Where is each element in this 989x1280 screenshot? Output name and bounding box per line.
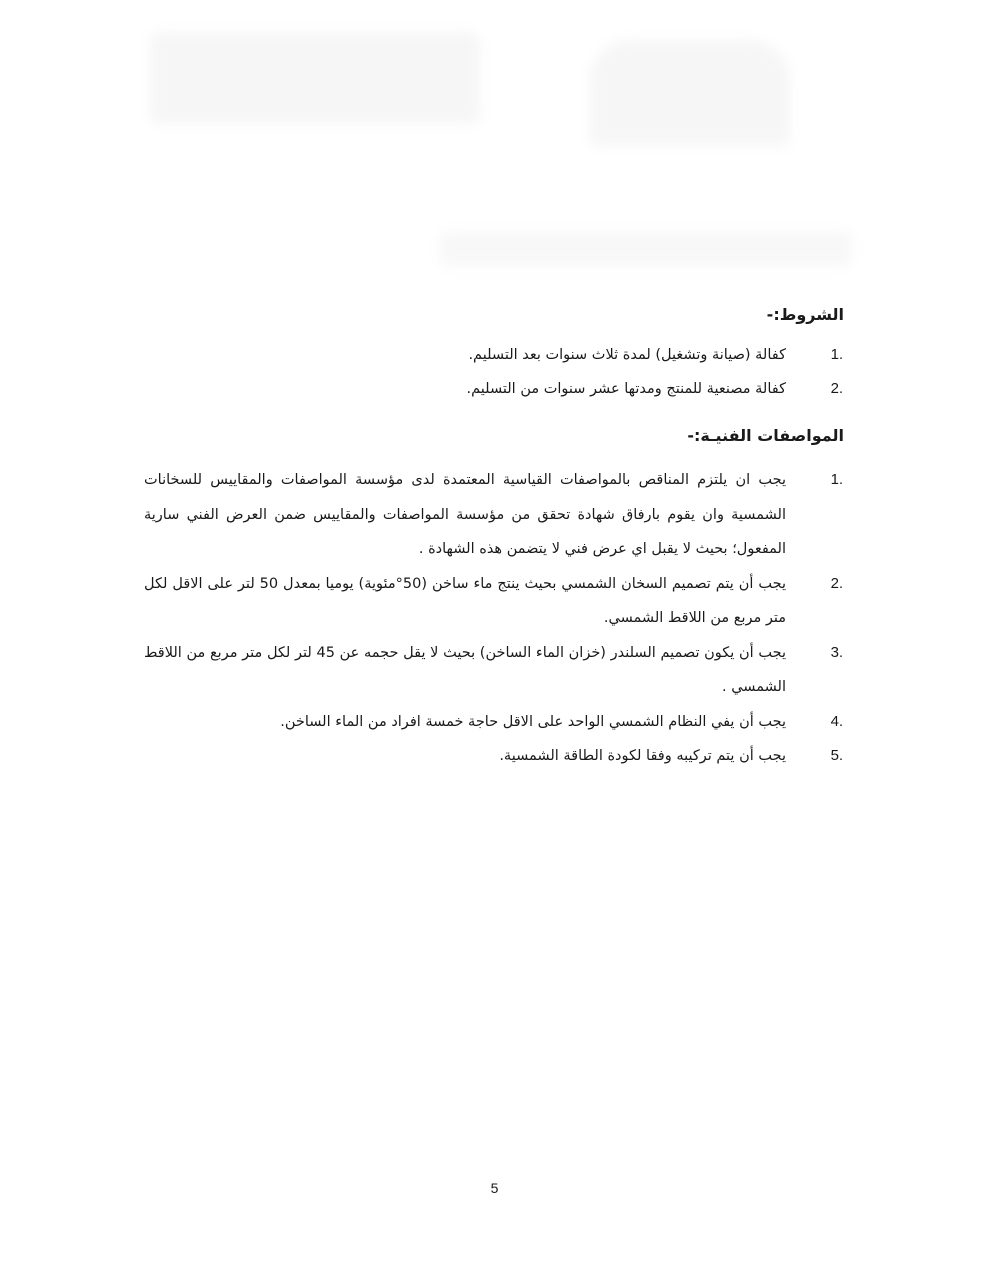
- conditions-list: [284, 345, 844, 413]
- conditions-title: الشروط:-: [766, 305, 844, 324]
- list-item: [144, 739, 844, 774]
- page-number: 5: [490, 1180, 499, 1196]
- specs-title: المواصفات الفنيـة:-: [687, 426, 844, 445]
- list-item-text: يجب أن يتم تركيبه وفقا لكودة الطاقة الشمسية.: [499, 748, 786, 764]
- list-item: [284, 345, 844, 365]
- list-item: [144, 705, 844, 740]
- list-item: [144, 567, 844, 636]
- specs-list: [144, 463, 844, 774]
- list-item-text: يجب ان يلتزم المناقص بالمواصفات القياسية المعتمدة لدى مؤسسة المواصفات والمقاييس للسخانات الشمسية وان يقوم بارفاق شهادة تحقق من مؤسسة المواصفات والمقاييس ضمن العرض الفني سارية المفعول؛ بحيث لا يقبل اي عرض فني لا يتضمن هذه الشهادة .: [144, 472, 786, 557]
- list-item-text: يجب أن يتم تصميم السخان الشمسي بحيث ينتج ماء ساخن (50°مئوية) يوميا بمعدل 50 لتر على الاقل لكل متر مربع من اللاقط الشمسي.: [144, 575, 786, 626]
- list-item-number: 3.: [830, 643, 843, 661]
- list-item: [144, 463, 844, 567]
- faded-header-logo-left: [150, 32, 480, 124]
- list-item-number: 4.: [830, 712, 843, 730]
- list-item-text: يجب أن يكون تصميم السلندر (خزان الماء الساخن) بحيث لا يقل حجمه عن 45 لتر لكل متر مربع من اللاقط الشمسي .: [144, 644, 786, 695]
- faded-header-logo-right: [590, 40, 790, 146]
- list-item-number: 5.: [830, 747, 843, 764]
- faded-header-band: [440, 232, 852, 266]
- list-item-text: كفالة (صيانة وتشغيل) لمدة ثلاث سنوات بعد التسليم.: [468, 347, 786, 363]
- list-item-number: 1.: [830, 471, 843, 488]
- list-item-text: يجب أن يفي النظام الشمسي الواحد على الاقل حاجة خمسة افراد من الماء الساخن.: [280, 713, 786, 730]
- list-item-number: 2.: [830, 380, 843, 397]
- list-item-number: 2.: [830, 574, 843, 592]
- list-item: [284, 379, 844, 399]
- list-item: [144, 636, 844, 705]
- list-item-number: 1.: [830, 346, 843, 363]
- list-item-text: كفالة مصنعية للمنتج ومدتها عشر سنوات من التسليم.: [466, 381, 786, 397]
